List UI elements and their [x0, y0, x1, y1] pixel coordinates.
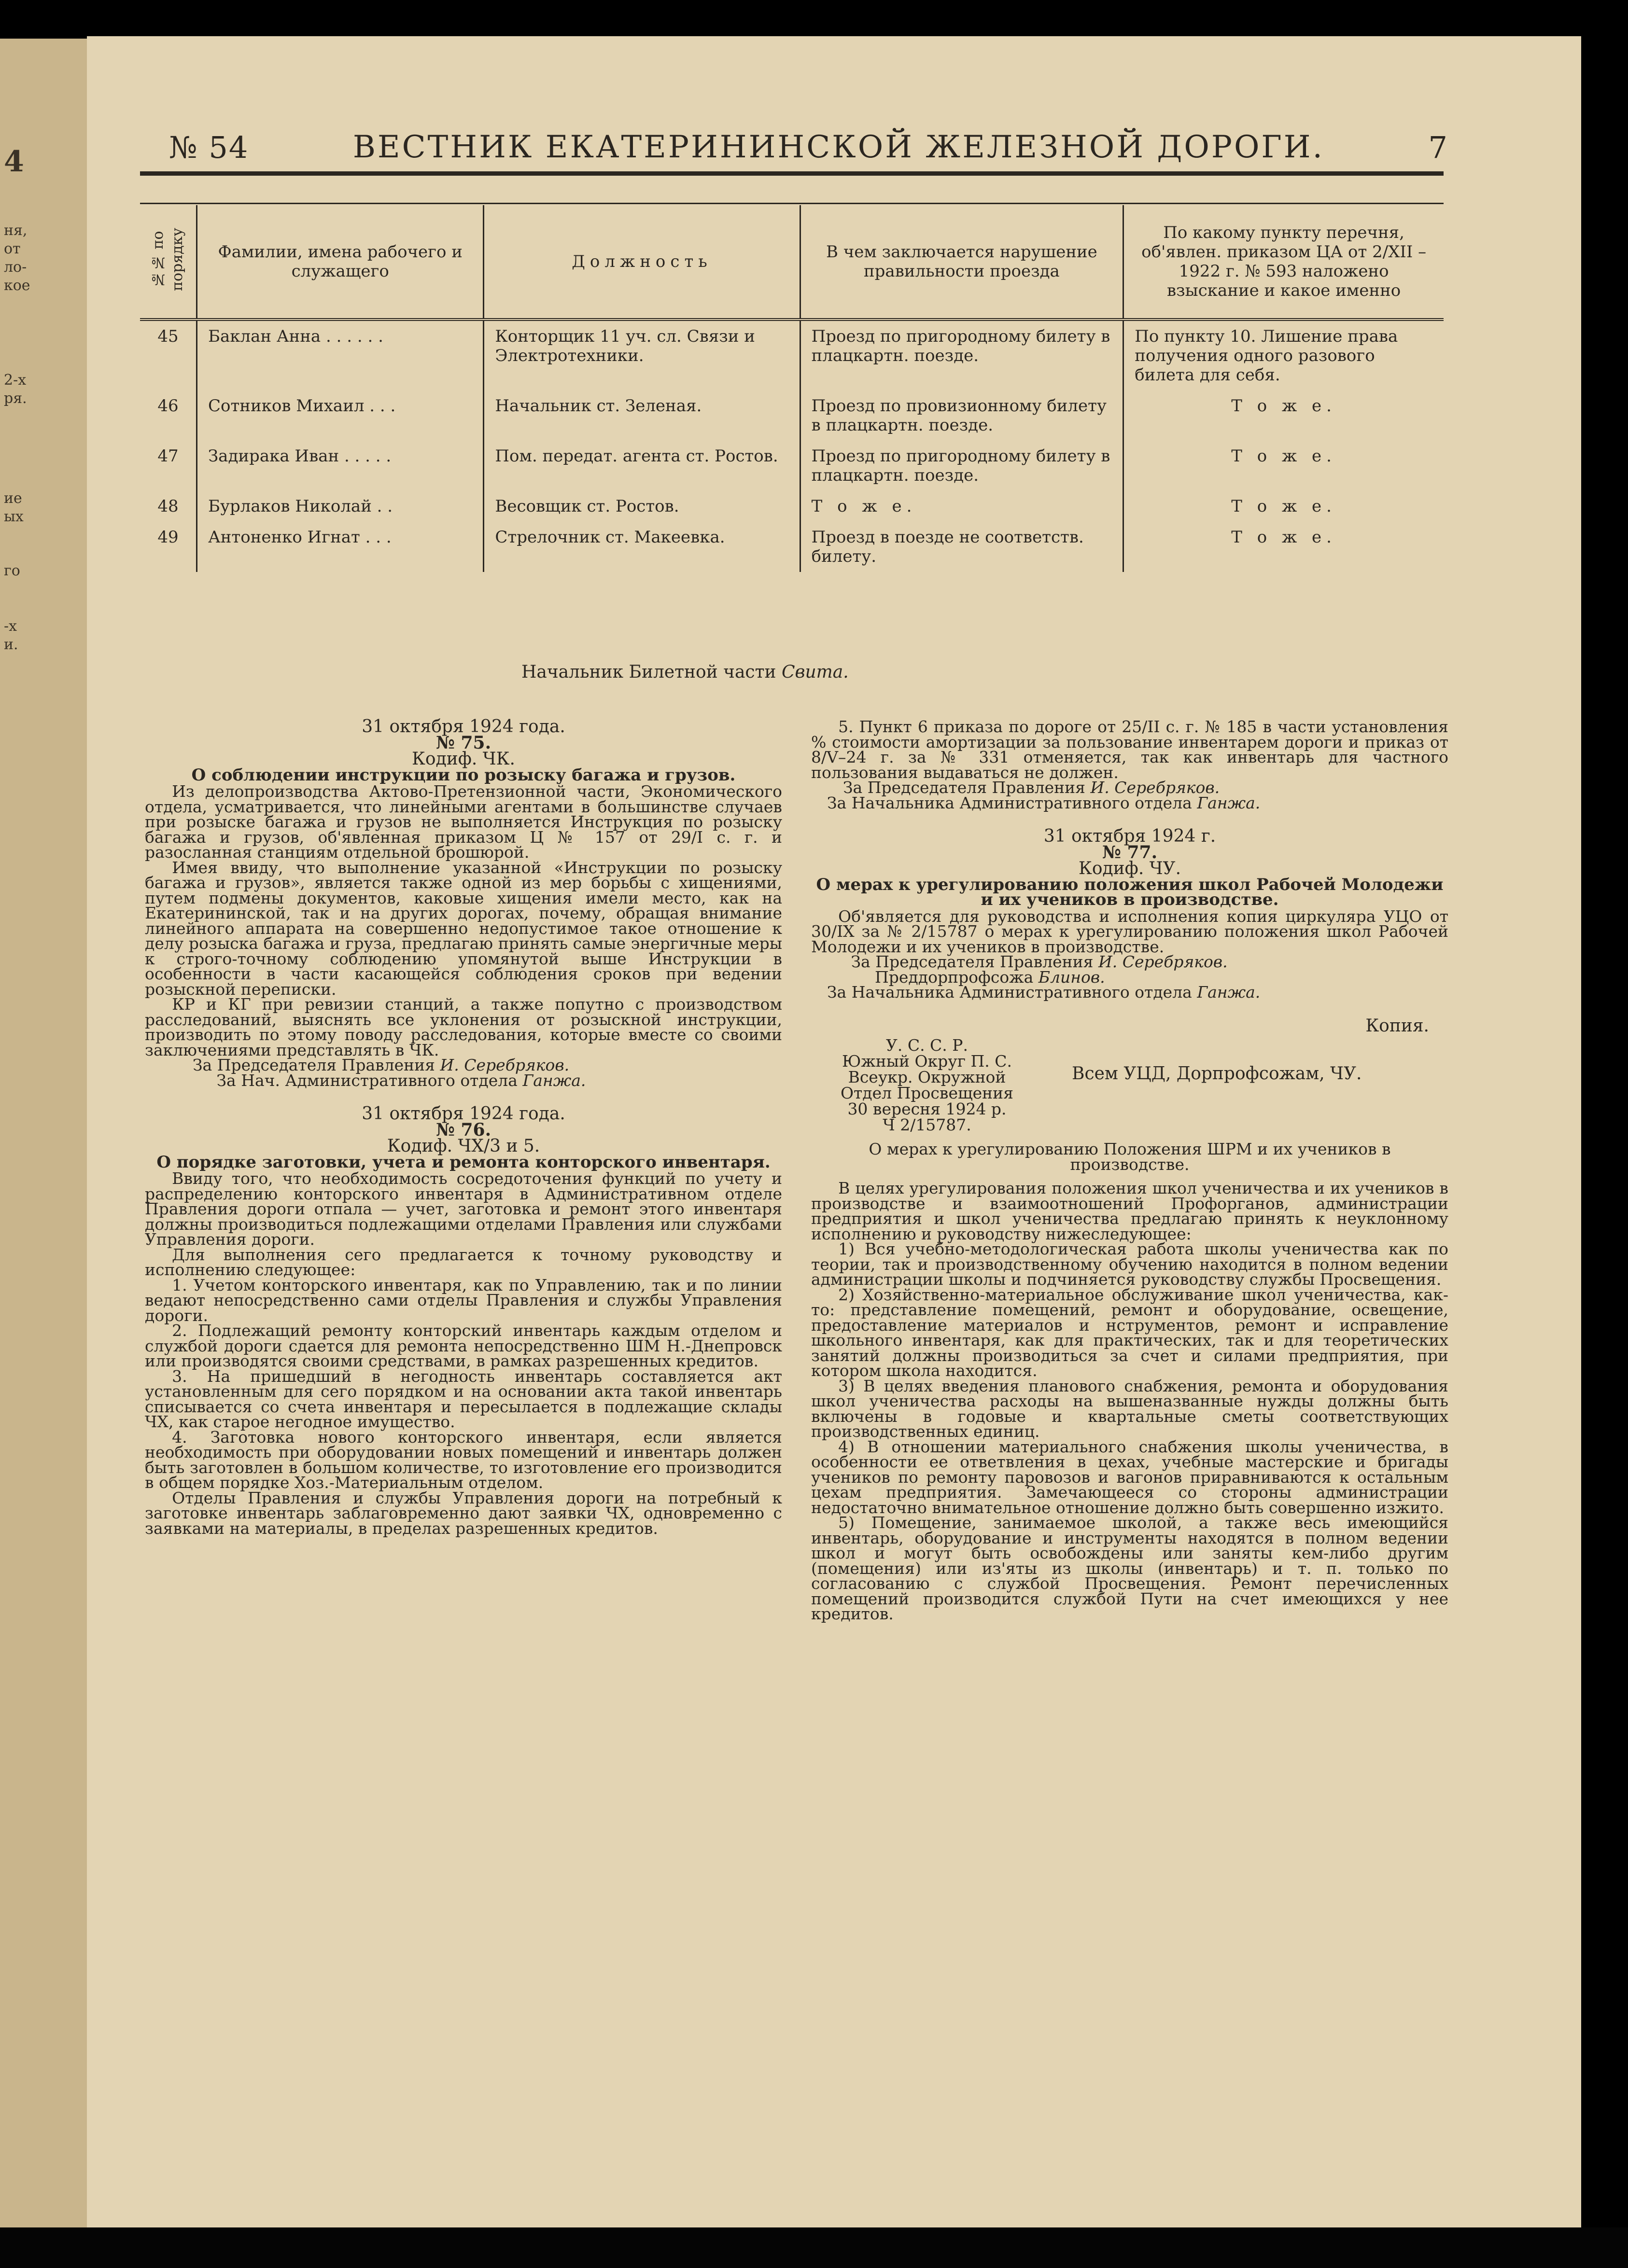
row-post: Стрелочник ст. Макеевка.: [484, 522, 800, 572]
copy-subject: О мерах к урегулированию Положения ШРМ и их учеников в производстве.: [869, 1140, 1391, 1174]
page-number: 7: [1428, 129, 1448, 165]
order77-number: № 77.: [1102, 842, 1158, 863]
header-rule: [140, 171, 1444, 176]
issue-number: № 54: [169, 129, 249, 165]
order76-paragraph: 1. Учетом конторского инвентаря, как по Управлению, так и по линии ведают непосредственно сами отделы Правления и службы Управления дороги.: [145, 1275, 782, 1325]
row-penalty: По пункту 10. Лишение права получения одного разового билета для себя.: [1123, 320, 1444, 390]
order76-number: № 76.: [435, 1119, 491, 1140]
newspaper-title: ВЕСТНИК ЕКАТЕРИНИНСКОЙ ЖЕЛЕЗНОЙ ДОРОГИ.: [352, 129, 1324, 165]
table-row: [140, 441, 1444, 491]
order77-paragraph: Об'является для руководства и исполнения копия циркуляра УЦО от 30/IX за № 2/15787 о мерах к урегулированию положения школ Рабочей Молодежи и их учеников в производстве.: [811, 906, 1448, 956]
order76-code: Кодиф. ЧХ/3 и 5.: [387, 1136, 540, 1156]
order75-number: № 75.: [435, 732, 491, 753]
order75-paragraph: КР и КГ при ревизии станций, а также попутно с производством расследований, выяснять все уклонения от розыскной инструкции, производить по этому поводу расследования, которые вместе со своими заключениями представлять в ЧК.: [145, 995, 782, 1059]
row-post: Пом. передат. агента ст. Ростов.: [484, 441, 800, 491]
edge-fragment: ие: [4, 490, 22, 507]
scan-border: [0, 2227, 1628, 2268]
order76-signature: За Начальника Административного отдела Ганжа.: [827, 793, 1261, 812]
order75-title: О соблюдении инструкции по розыску багажа и грузов.: [191, 765, 736, 785]
edge-fragment: 4: [4, 145, 24, 179]
col-header-penalty: По какому пункту перечня, об'явлен. приказом ЦА от 2/XII –1922 г. № 593 наложено взыскание и какое именно: [1123, 205, 1444, 320]
row-penalty: Т о ж е.: [1123, 441, 1444, 491]
row-violation: Проезд в поезде не соответств. билету.: [800, 522, 1123, 572]
order76-paragraph: Для выполнения сего предлагается к точному руководству и исполнению следующее:: [145, 1245, 782, 1279]
row-violation: Проезд по пригородному билету в плацкартн. поезде.: [800, 320, 1123, 390]
copy-sender: У. С. С. Р. Южный Округ П. С. Всеукр. Окружной Отдел Просвещения 30 вересня 1924 р. Ч 2/15787.: [841, 1036, 1013, 1134]
order76-signature: За Председателя Правления И. Серебряков.: [843, 778, 1220, 797]
order76-title: О порядке заготовки, учета и ремонта конторского инвентаря.: [156, 1152, 771, 1172]
copy-paragraph: 2) Хозяйственно-материальное обслуживание школ ученичества, как-то: представление помещений, ремонт и оборудование, освещение, предоставление материалов и нструментов, ремонт и исправление школьного инвентаря, как для практических, так и для теоретических занятий должны производиться за счет и силами предприятия, при котором школа находится.: [811, 1285, 1448, 1380]
order76-paragraph: Ввиду того, что необходимость сосредоточения функций по учету и распределению конторского инвентаря в Административном отделе Правления дороги отпала — учет, заготовка и ремонт этого инвентаря должны производиться подлежащими отделами Правления или службами Управления дороги.: [145, 1169, 782, 1249]
order77-date: 31 октября 1924 г.: [1043, 826, 1216, 846]
order77-signature: За Начальника Административного отдела Ганжа.: [827, 983, 1261, 1002]
row-post: Конторщик 11 уч. сл. Связи и Электротехники.: [484, 320, 800, 390]
copy-paragraph: 5) Помещение, занимаемое школой, а также весь имеющийся инвентарь, оборудование и инструменты находятся в полном ведении школ и могут быть освобождены или заняты кем-либо другим (помещения) или из'яты из школы (инвентарь) и т. п. только по согласованию с службой Просвещения. Ремонт перечисленных помещений производится службой Пути на счет имеющихся у нее кредитов.: [811, 1513, 1448, 1623]
row-name: Баклан Анна . . . . . .: [197, 320, 484, 390]
order76-paragraph: 4. Заготовка нового конторского инвентаря, если является необходимость при оборудовании новых помещений и инвентарь должен быть заготовлен в большом количестве, то изготовление его производится в общем порядке Хоз.-Материальным отделом.: [145, 1427, 782, 1492]
order76-paragraph: Отделы Правления и службы Управления дороги на потребный к заготовке инвентарь заблаговременно дают заявки ЧХ, одновременно с заявками на материалы, в пределах разрешенных кредитов.: [145, 1488, 782, 1538]
adjacent-page-edge: [0, 39, 97, 2230]
order75-code: Кодиф. ЧК.: [412, 749, 515, 769]
edge-fragment: го: [4, 562, 20, 579]
table-row: [140, 491, 1444, 522]
row-penalty: Т о ж е.: [1123, 390, 1444, 441]
edge-fragment: ых: [4, 508, 24, 525]
copy-paragraph: 3) В целях введения планового снабжения, ремонта и оборудования школ ученичества расходы на вышеназванные нужды должны быть включены в годовые и квартальные сметы соответствующих производственных единиц.: [811, 1376, 1448, 1441]
row-violation: Проезд по пригородному билету в плацкартн. поезде.: [800, 441, 1123, 491]
copy-paragraph: В целях урегулирования положения школ ученичества и их учеников в производстве и взаимоотношений Профорганов, администрации предприятия и школ ученичества предлагаю принять к неуклонному исполнению и руководству нижеследующее:: [811, 1179, 1448, 1243]
row-violation: Т о ж е.: [800, 491, 1123, 522]
page-header: [169, 130, 1448, 164]
copy-header: [811, 1037, 1448, 1133]
col-header-name: Фамилии, имена рабочего и служащего: [197, 205, 484, 320]
table-row: [140, 320, 1444, 390]
copy-paragraph: 1) Вся учебно-методологическая работа школы ученичества как по теории, так и производственному обучению находится в полном ведении администрации школы и подчиняется руководству службы Просвещения.: [811, 1239, 1448, 1289]
col-header-violation: В чем заключается нарушение правильности проезда: [800, 205, 1123, 320]
row-number: 46: [157, 396, 179, 416]
row-post: Весовщик ст. Ростов.: [484, 491, 800, 522]
edge-fragment: 2-х: [4, 372, 27, 389]
row-violation: Проезд по провизионному билету в плацкартн. поезде.: [800, 390, 1123, 441]
order77-signature: За Председателя Правления И. Серебряков.: [851, 952, 1228, 971]
order75-paragraph: Из делопроизводства Актово-Претензионной части, Экономического отдела, усматривается, что линейными агентами в большинстве случаев при розыске багажа и грузов не выполняется Инструкция по розыску багажа и грузов, об'явленная приказом Ц № 157 от 29/I с. г. и разосланная станциям отдельной брошюрой.: [145, 782, 782, 862]
row-name: Сотников Михаил . . .: [197, 390, 484, 441]
copy-label: Копия.: [1365, 1016, 1429, 1036]
edge-fragment: ня,: [4, 222, 28, 239]
row-name: Антоненко Игнат . . .: [197, 522, 484, 572]
order76-paragraph: 2. Подлежащий ремонту конторский инвентарь каждым отделом и службой дороги сдается для ремонта непосредственно ШМ Н.-Днепровск или производятся своими средствами, в рамках разрешенных кредитов.: [145, 1321, 782, 1370]
order75-signature: За Председателя Правления И. Серебряков.: [193, 1056, 570, 1074]
order76-date: 31 октября 1924 года.: [362, 1104, 565, 1124]
ticket-department-signature: Начальник Билетной части Свита.: [521, 662, 849, 682]
edge-fragment: от: [4, 240, 21, 257]
row-number: 45: [157, 327, 179, 346]
order77-code: Кодиф. ЧУ.: [1078, 859, 1181, 878]
edge-fragment: -х: [4, 618, 17, 635]
order76-paragraph: 5. Пункт 6 приказа по дороге от 25/II с. г. № 185 в части установления % стоимости амортизации за пользование инвентарем дороги и приказ от 8/V–24 г. за № 331 отменяется, так как инвентарь для частного пользования выдаваться не должен.: [811, 717, 1448, 782]
row-name: Задирака Иван . . . . .: [197, 441, 484, 491]
col-header-number: №№ по порядку: [150, 227, 186, 292]
row-name: Бурлаков Николай . .: [197, 491, 484, 522]
edge-fragment: и.: [4, 636, 18, 653]
edge-fragment: ря.: [4, 390, 27, 407]
table-row: [140, 522, 1444, 572]
edge-fragment: кое: [4, 277, 30, 294]
left-column: [145, 719, 782, 1536]
col-header-post: Должность: [484, 205, 800, 320]
row-penalty: Т о ж е.: [1123, 491, 1444, 522]
order75-signature: За Нач. Административного отдела Ганжа.: [216, 1071, 586, 1090]
row-number: 49: [157, 528, 179, 547]
table-top-rule: [140, 203, 1444, 204]
row-number: 47: [157, 446, 179, 466]
order77-signature: Преддорпрофсожа Блинов.: [875, 967, 1105, 987]
order75-date: 31 октября 1924 года.: [362, 717, 565, 737]
right-column: [811, 719, 1448, 1622]
order75-paragraph: Имея ввиду, что выполнение указанной «Инструкции по розыску багажа и грузов», является также одной из мер борьбы с хищениями, путем подмены документов, каковые хищения имели место, как на Екатерининской, так и на других дорогах, почему, обращая внимание линейного аппарата на совершенно недопустимое такое отношение к делу розыска багажа и груза, предлагаю принять самые энергичные меры к строго-точному соблюдению упомянутой выше Инструкции в особенности в части касающейся соблюдения сроков при ведении розыскной переписки.: [145, 858, 782, 999]
edge-fragment: ло-: [4, 259, 27, 276]
table-header-row: [140, 205, 1444, 320]
row-penalty: Т о ж е.: [1123, 522, 1444, 572]
order76-paragraph: 3. На пришедший в негодность инвентарь составляется акт установленным для сего порядком и на основании акта такой инвентарь списывается со счета инвентаря и пересылается в подлежащие склады ЧХ, как старое негодное имущество.: [145, 1366, 782, 1431]
row-post: Начальник ст. Зеленая.: [484, 390, 800, 441]
order77-title: О мерах к урегулированию положения школ Рабочей Молодежи и их учеников в производстве.: [816, 875, 1444, 909]
copy-paragraph: 4) В отношении материального снабжения школы ученичества, в особенности ее ответвления в цехах, учебные мастерские и бригады учеников по ремонту паровозов и вагонов приравниваются к остальным цехам предприятия. Замечающееся со стороны администрации недостаточно внимательное отношение должно быть совершенно изжито.: [811, 1437, 1448, 1517]
copy-recipients: Всем УЦД, Дорпрофсожам, ЧУ.: [1072, 1064, 1362, 1084]
row-number: 48: [157, 497, 179, 516]
violations-table: [140, 205, 1444, 572]
table-row: [140, 390, 1444, 441]
